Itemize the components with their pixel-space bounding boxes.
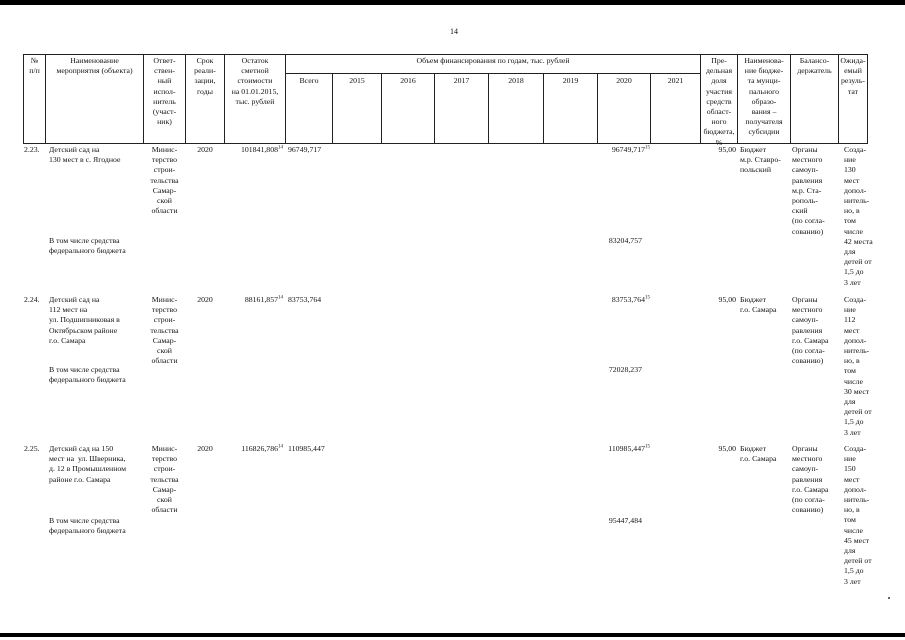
row-share: 95,00: [718, 295, 736, 304]
row-holder: Органы местного самоуп- равления м.р. Ста- рополь- ский (по согла- сованию): [792, 145, 825, 236]
row-share: 95,00: [718, 444, 736, 453]
row-rest: 88161,857$^{14}$: [244, 295, 283, 304]
header-year-2019: 2019: [562, 76, 579, 85]
header-year-2020: 2020: [616, 76, 632, 85]
row-fed-2020: 95447,484: [608, 516, 642, 525]
row-budget: Бюджет г.о. Самара: [740, 444, 777, 464]
header-result: Ожида- емый резуль- тат: [840, 56, 866, 96]
row-rest: 116826,786$^{14}$: [241, 444, 283, 453]
row-total: 96749,717: [288, 145, 322, 154]
row-rest: 101841,808$^{14}$: [240, 145, 283, 154]
row-budget: Бюджет г.о. Самара: [740, 295, 777, 315]
row-term: 2020: [197, 295, 213, 304]
row-total: 83753,764: [288, 295, 322, 304]
bottom-border: [0, 633, 905, 637]
row-name: Детский сад на 150 мест на ул. Шверника, д. 12 в Промышленном районе г.о. Самара: [49, 444, 127, 484]
row-number: 2.25.: [24, 444, 40, 453]
row-2020: 96749,717$^{15}$: [611, 145, 650, 154]
row-2020: 110985,447$^{15}$: [608, 444, 650, 453]
row-holder: Органы местного самоуп- равления г.о. Самара (по согла- сованию): [792, 295, 829, 366]
row-fed-2020: 83204,757: [608, 236, 642, 245]
header-term: Срок реали- зации, годы: [194, 56, 216, 96]
row-responsible: Минис- терство строи- тельства Самар- ской области: [150, 444, 179, 515]
row-budget: Бюджет м.р. Ставро- польский: [740, 145, 781, 175]
header-responsible: Ответ- ствен- ный испол- нитель (участ- ник): [152, 56, 177, 127]
col-line-5: [285, 54, 286, 144]
row-number: 2.23.: [24, 145, 40, 154]
row-responsible: Минис- терство строи- тельства Самар- ской области: [150, 295, 179, 366]
header-year-2016: 2016: [400, 76, 416, 85]
header-year-2021: 2021: [667, 76, 684, 85]
row-fed-label: В том числе средства федерального бюджета: [49, 365, 126, 385]
header-year-2017: 2017: [453, 76, 470, 85]
header-budget-name: Наименова- ние бюдже- та мунци- пального образо- вания – получателя субсидии: [744, 56, 784, 137]
row-result: Созда- ние 112 мест допол- нитель- но, в том числе 30 мест для детей от 1,5 до 3 лет: [844, 295, 872, 437]
scan-speck: [888, 597, 890, 599]
header-total: Всего: [299, 76, 319, 85]
page-number: 14: [450, 27, 458, 36]
volume-subline: [285, 73, 700, 74]
header-holder: Балансо- держатель: [797, 56, 832, 76]
header-year-2015: 2015: [349, 76, 365, 85]
header-share: Пре- дельная доля участия средств област- ного бюджета, %: [703, 56, 735, 147]
row-responsible: Минис- терство строи- тельства Самар- ской области: [150, 145, 179, 216]
header-rest: Остаток сметной стоимости на 01.01.2015, тыс. рублей: [231, 56, 279, 106]
col-line-17: [867, 54, 868, 144]
row-total: 110985,447: [288, 444, 325, 453]
row-share: 95,00: [718, 145, 736, 154]
row-result: Созда- ние 150 мест допол- нитель- но, в том числе 45 мест для детей от 1,5 до 3 лет: [844, 444, 872, 586]
header-name: Наименование мероприятия (объекта): [56, 56, 133, 76]
header-no: № п/п: [29, 56, 40, 76]
row-2020: 83753,764$^{15}$: [611, 295, 650, 304]
row-name: Детский сад на 130 мест в с. Ягодное: [49, 145, 121, 165]
row-result: Созда- ние 130 мест допол- нитель- но, в том числе 42 места для детей от 1,5 до 3 лет: [844, 145, 873, 287]
row-number: 2.24.: [24, 295, 40, 304]
header-bottom-line: [23, 143, 868, 144]
top-border: [0, 0, 905, 5]
row-fed-2020: 72028,237: [608, 365, 642, 374]
row-fed-label: В том числе средства федерального бюджета: [49, 516, 126, 536]
row-fed-label: В том числе средства федерального бюджета: [49, 236, 126, 256]
row-holder: Органы местного самоуп- равления г.о. Самара (по согла- сованию): [792, 444, 829, 515]
table-top-line: [23, 54, 868, 55]
header-year-2018: 2018: [508, 76, 524, 85]
header-volume: Объем финансирования по годам, тыс. рублей: [416, 56, 570, 65]
row-name: Детский сад на 112 мест на ул. Подшипниковая в Октябрьском районе г.о. Самара: [49, 295, 120, 345]
row-term: 2020: [197, 145, 213, 154]
row-term: 2020: [197, 444, 213, 453]
